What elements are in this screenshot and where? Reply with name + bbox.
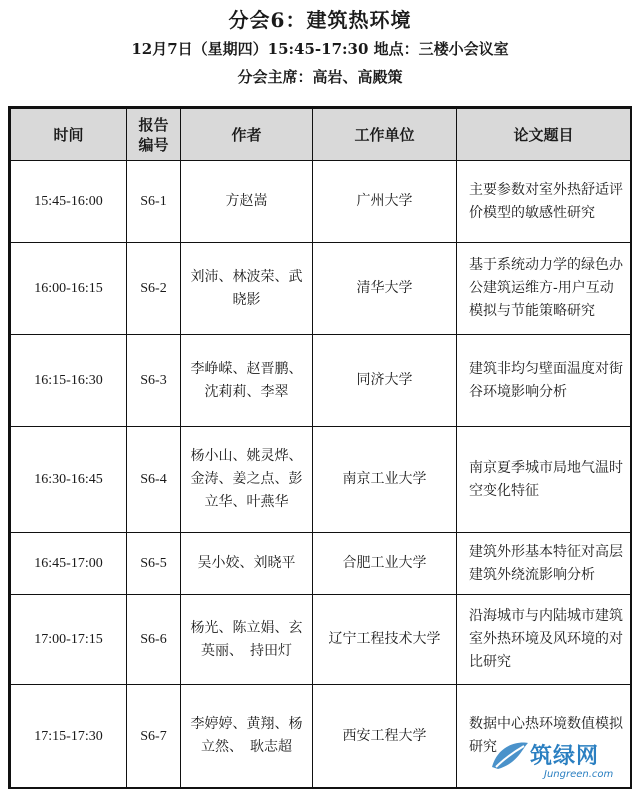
row-time: 16:15-16:30 (11, 335, 127, 427)
table-row (11, 427, 631, 533)
watermark-url: Jungreen.com (544, 769, 614, 780)
row-time: 17:00-17:15 (11, 595, 127, 685)
watermark (486, 731, 636, 789)
table-row (11, 533, 631, 595)
table-row (11, 335, 631, 427)
table-row (11, 595, 631, 685)
row-time: 15:45-16:00 (11, 161, 127, 243)
row-unit: 南京工业大学 (313, 427, 457, 533)
row-authors: 杨光、陈立娟、玄英丽、 持田灯 (181, 595, 313, 685)
row-time: 16:45-17:00 (11, 533, 127, 595)
row-code: S6-1 (127, 161, 181, 243)
session-chair: 分会主席：高岩、高殿策 (237, 68, 403, 86)
row-time: 16:00-16:15 (11, 243, 127, 335)
table-row (11, 161, 631, 243)
row-authors: 刘沛、林波荣、武晓影 (181, 243, 313, 335)
table-row (11, 243, 631, 335)
session-info: 12月7日（星期四）15:45-17:30 地点：三楼小会议室 (131, 40, 509, 58)
header-code: 报告编号 (127, 109, 181, 161)
row-code: S6-4 (127, 427, 181, 533)
row-time: 16:30-16:45 (11, 427, 127, 533)
row-authors: 吴小姣、刘晓平 (181, 533, 313, 595)
row-title: 基于系统动力学的绿色办公建筑运维方-用户互动模拟与节能策略研究 (457, 243, 631, 335)
table-header-row (11, 109, 631, 161)
watermark-text: 筑绿网 (530, 744, 600, 769)
row-code: S6-5 (127, 533, 181, 595)
row-unit: 清华大学 (313, 243, 457, 335)
row-code: S6-7 (127, 685, 181, 788)
header-time: 时间 (11, 109, 127, 161)
row-unit: 同济大学 (313, 335, 457, 427)
row-title: 南京夏季城市局地气温时空变化特征 (457, 427, 631, 533)
page-title: 分会6：建筑热环境 (228, 8, 412, 32)
row-unit: 合肥工业大学 (313, 533, 457, 595)
row-unit: 辽宁工程技术大学 (313, 595, 457, 685)
row-title: 建筑非均匀壁面温度对街谷环境影响分析 (457, 335, 631, 427)
header-authors: 作者 (181, 109, 313, 161)
row-authors: 李峥嵘、赵晋鹏、沈莉莉、李翠 (181, 335, 313, 427)
schedule-table-container (8, 106, 632, 789)
schedule-table (10, 108, 631, 788)
row-title: 沿海城市与内陆城市建筑室外热环境及风环境的对比研究 (457, 595, 631, 685)
row-title: 数据中心热环境数值模拟研究 (457, 685, 631, 788)
row-unit: 西安工程大学 (313, 685, 457, 788)
row-title: 建筑外形基本特征对高层建筑外绕流影响分析 (457, 533, 631, 595)
row-title: 主要参数对室外热舒适评价模型的敏感性研究 (457, 161, 631, 243)
row-code: S6-2 (127, 243, 181, 335)
row-time: 17:15-17:30 (11, 685, 127, 788)
row-code: S6-3 (127, 335, 181, 427)
row-unit: 广州大学 (313, 161, 457, 243)
header-unit: 工作单位 (313, 109, 457, 161)
row-authors: 李婷婷、黄翔、杨立然、 耿志超 (181, 685, 313, 788)
row-code: S6-6 (127, 595, 181, 685)
leaf-logo-icon (488, 737, 532, 777)
row-authors: 杨小山、姚灵烨、金涛、姜之点、彭立华、叶燕华 (181, 427, 313, 533)
row-authors: 方赵嵩 (181, 161, 313, 243)
header-title: 论文题目 (457, 109, 631, 161)
